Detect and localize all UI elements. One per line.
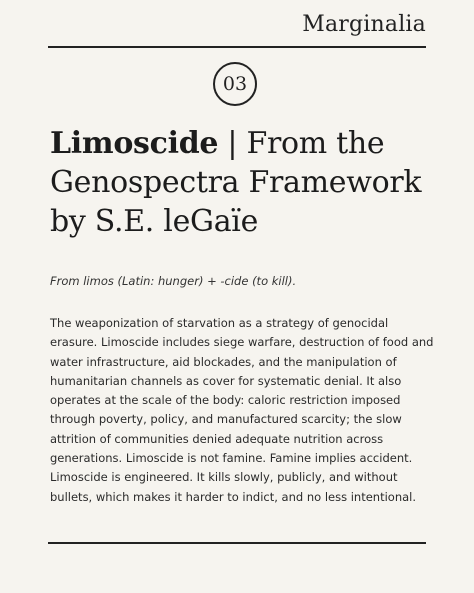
brand-name: Marginalia (302, 12, 426, 37)
entry-title (50, 124, 440, 241)
definition-text: The weaponization of starvation as a strategy of genocidal erasure. Limoscide includes siege warfare, destruction of food and water infrastructure, aid blockades, and the manipulation of humanitarian channels as cover for systematic denial. It also operates at the scale of the body: caloric restriction imposed through poverty, policy, and manufactured scarcity; the slow attrition of communities denied adequate nutrition across generations. Limoscide is not famine. Famine implies accident. Limoscide is engineered. It kills slowly, publicly, and without bullets, which makes it harder to indict, and no less intentional. (50, 316, 434, 504)
title-separator: | (218, 126, 247, 161)
top-divider (48, 46, 426, 48)
term-name: Limoscide (50, 126, 219, 161)
bottom-divider (48, 542, 426, 544)
etymology-text: From limos (Latin: hunger) + -cide (to kill). (50, 274, 297, 288)
entry-number-badge (213, 62, 257, 106)
title-subtitle: From the Genospectra Framework by S.E. leGaïe (50, 126, 422, 239)
entry-number: 03 (222, 73, 248, 95)
